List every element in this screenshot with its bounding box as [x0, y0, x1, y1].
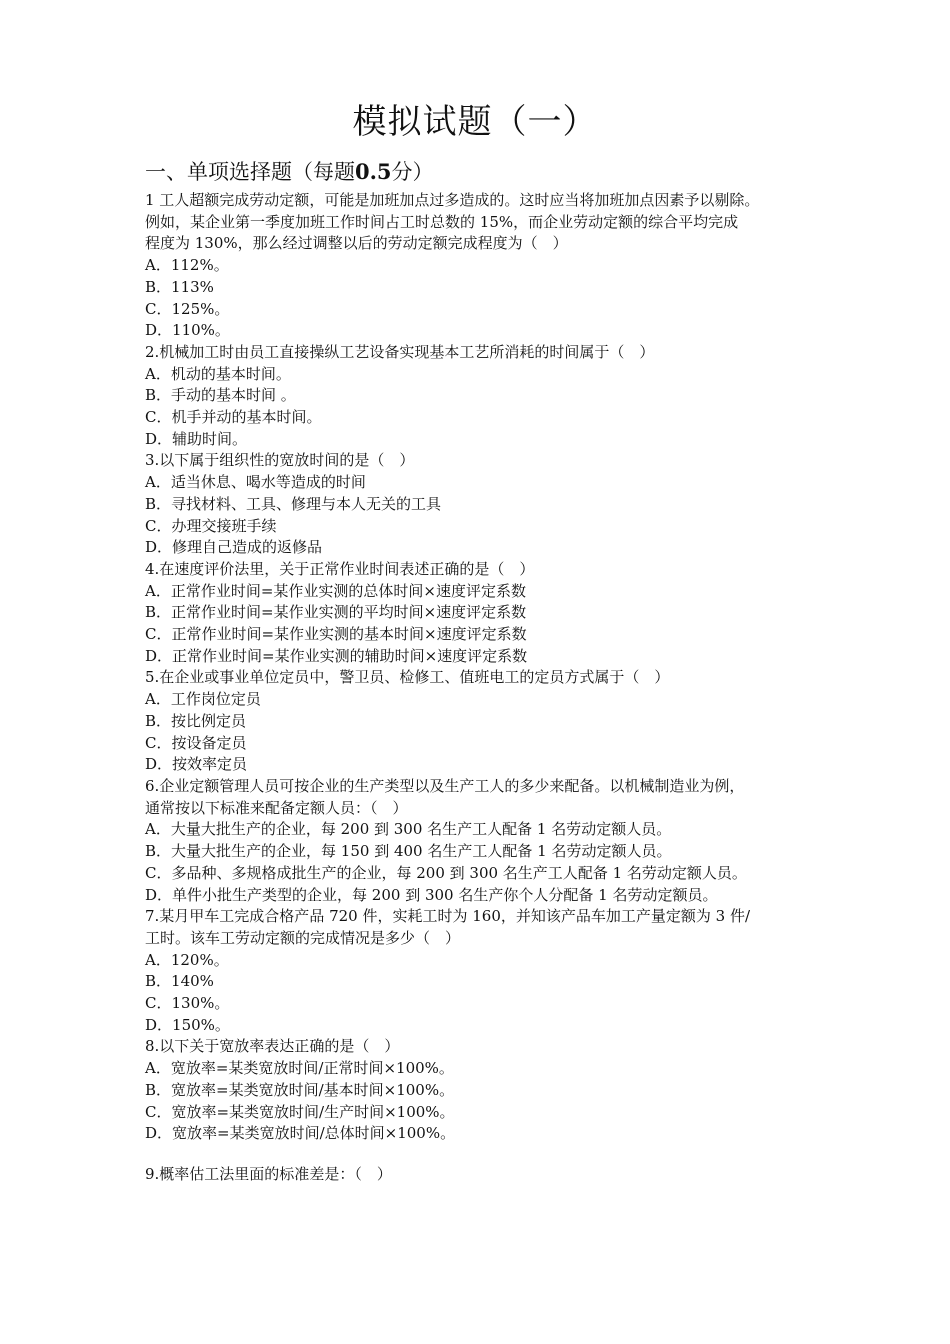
section-suffix: 分）	[391, 160, 434, 184]
question-3-stem: 3.以下属于组织性的宽放时间的是（ ）	[145, 451, 415, 470]
question-3-option-c: C．办理交接班手续	[145, 516, 277, 535]
question-5	[145, 667, 817, 776]
question-2	[145, 342, 817, 451]
question-3-option-b: B．寻找材料、工具、修理与本人无关的工具	[145, 494, 442, 513]
question-8-option-c: C．宽放率=某类宽放时间/生产时间×100%。	[145, 1102, 455, 1121]
question-1-option-a: A．112%。	[145, 256, 229, 275]
question-8	[145, 1036, 817, 1145]
question-2-stem: 2.机械加工时由员工直接操纵工艺设备实现基本工艺所消耗的时间属于（ ）	[145, 342, 655, 361]
question-1	[145, 190, 817, 342]
question-list	[145, 190, 817, 1145]
question-4-option-d: D．正常作业时间=某作业实测的辅助时间×速度评定系数	[145, 646, 528, 665]
question-2-option-a: A．机动的基本时间。	[145, 364, 291, 383]
question-1-stem-line-2: 例如，某企业第一季度加班工作时间占工时总数的 15%，而企业劳动定额的综合平均完成	[145, 212, 739, 231]
question-3	[145, 450, 817, 559]
question-5-option-d: D．按效率定员	[145, 755, 248, 774]
page-title: 模拟试题（一）	[352, 102, 598, 142]
question-7-option-d: D．150%。	[145, 1015, 230, 1034]
question-6-stem-line-2: 通常按以下标准来配备定额人员：（ ）	[145, 798, 408, 817]
question-4-option-a: A．正常作业时间=某作业实测的总体时间×速度评定系数	[145, 581, 526, 600]
question-2-option-d: D．辅助时间。	[145, 429, 248, 448]
question-4	[145, 559, 817, 668]
question-6	[145, 776, 817, 906]
question-7-option-c: C．130%。	[145, 994, 230, 1013]
question-8-option-a: A．宽放率=某类宽放时间/正常时间×100%。	[145, 1059, 454, 1078]
section-prefix: 一、单项选择题（每题	[145, 160, 355, 184]
section-heading	[145, 158, 434, 186]
question-1-option-d: D．110%。	[145, 321, 230, 340]
question-1-option-c: C．125%。	[145, 299, 230, 318]
question-5-option-c: C．按设备定员	[145, 733, 247, 752]
question-6-option-a: A．大量大批生产的企业，每 200 到 300 名生产工人配备 1 名劳动定额人员。	[145, 820, 672, 839]
question-7-stem-line-1: 7.某月甲车工完成合格产品 720 件，实耗工时为 160，并知该产品车加工产量定额为 3 件/	[145, 907, 751, 926]
section-score: 0.5	[355, 159, 392, 184]
question-5-option-a: A．工作岗位定员	[145, 690, 261, 709]
question-2-option-b: B．手动的基本时间 。	[145, 386, 296, 405]
question-5-stem: 5.在企业或事业单位定员中，警卫员、检修工、值班电工的定员方式属于（ ）	[145, 668, 670, 687]
question-7	[145, 906, 817, 1036]
question-2-option-c: C．机手并动的基本时间。	[145, 408, 322, 427]
question-4-option-b: B．正常作业时间=某作业实测的平均时间×速度评定系数	[145, 603, 527, 622]
question-1-stem-line-3: 程度为 130%，那么经过调整以后的劳动定额完成程度为（ ）	[145, 234, 568, 253]
question-4-option-c: C．正常作业时间=某作业实测的基本时间×速度评定系数	[145, 625, 527, 644]
question-6-option-c: C．多品种、多规格成批生产的企业，每 200 到 300 名生产工人配备 1 名劳动定额人员。	[145, 863, 747, 882]
question-7-stem-line-2: 工时。该车工劳动定额的完成情况是多少（ ）	[145, 928, 461, 947]
question-6-option-d: D．单件小批生产类型的企业，每 200 到 300 名生产你个人分配备 1 名劳动定额员。	[145, 885, 718, 904]
question-1-option-b: B．113%	[145, 277, 214, 296]
question-3-option-d: D．修理自己造成的返修品	[145, 538, 323, 557]
question-3-option-a: A．适当休息、喝水等造成的时间	[145, 473, 366, 492]
question-1-stem-line-1: 1 工人超额完成劳动定额，可能是加班加点过多造成的。这时应当将加班加点因素予以剔除。	[145, 191, 760, 209]
question-6-stem-line-1: 6.企业定额管理人员可按企业的生产类型以及生产工人的多少来配备。以机械制造业为例，	[145, 776, 745, 795]
question-8-option-d: D．宽放率=某类宽放时间/总体时间×100%。	[145, 1124, 456, 1143]
question-4-stem: 4.在速度评价法里，关于正常作业时间表述正确的是（ ）	[145, 559, 535, 578]
question-5-option-b: B．按比例定员	[145, 711, 247, 730]
question-7-option-b: B．140%	[145, 972, 214, 991]
question-7-option-a: A．120%。	[145, 950, 229, 969]
question-6-option-b: B．大量大批生产的企业，每 150 到 400 名生产工人配备 1 名劳动定额人员。	[145, 842, 672, 861]
question-9-stem: 9.概率估工法里面的标准差是：（ ）	[145, 1165, 392, 1183]
question-8-option-b: B．宽放率=某类宽放时间/基本时间×100%。	[145, 1080, 455, 1099]
question-8-stem: 8.以下关于宽放率表达正确的是（ ）	[145, 1037, 400, 1056]
